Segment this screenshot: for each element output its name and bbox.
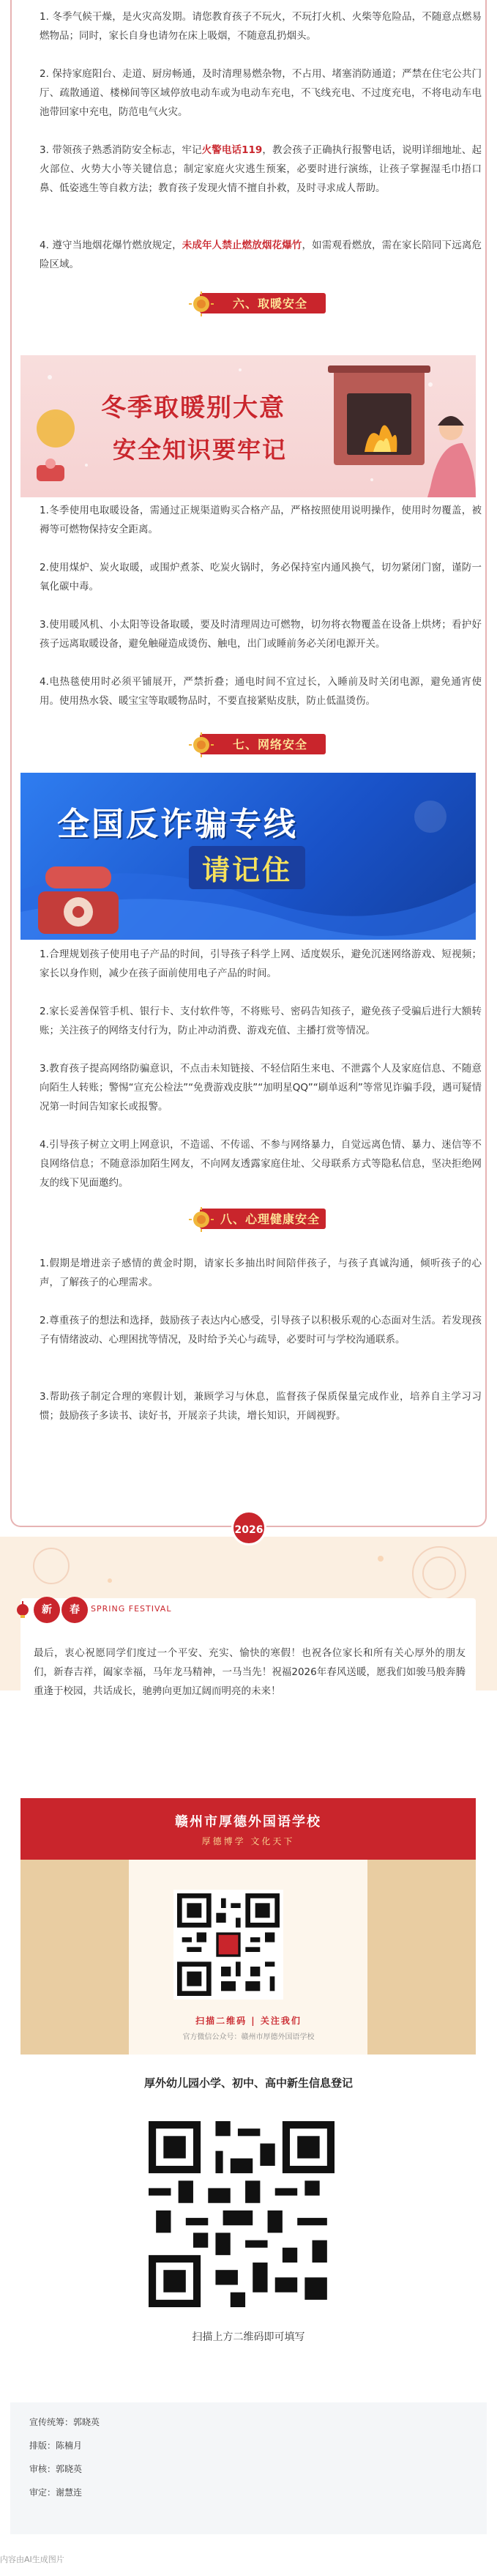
anti-fraud-banner [20,773,476,940]
school-name: 赣州市厚德外国语学校 [175,1814,321,1830]
winter-banner-illustration [20,355,476,497]
scan-follow-label: 扫描二维码 | 关注我们 [195,2016,302,2026]
tag-char-new: 新 [34,1597,60,1623]
registration-title: 厚外幼儿园小学、初中、高中新生信息登记 [143,2076,353,2090]
section-title: 六、取暖安全 [232,297,307,311]
tag-english-label: SPRING FESTIVAL [91,1604,172,1614]
credit-coordinator: 宣传统筹：郭晓英 [29,2417,100,2427]
credit-review: 审核：郭晓英 [29,2464,83,2474]
tag-char-spring: 春 [61,1597,88,1623]
heating-paragraph-1: 1.冬季使用电取暖设备，需通过正规渠道购买合格产品，严格按照使用说明操作，使用时勿覆盖，被褥等可燃物保持安全距离。 [40,505,482,535]
mental-paragraph-1: 1.假期是增进亲子感情的黄金时期，请家长多抽出时间陪伴孩子，与孩子真诚沟通，倾听孩子的心声，了解孩子的心理需求。 [40,1258,482,1288]
section-heading-heating [187,290,333,318]
network-paragraph-4: 4.引导孩子树立文明上网意识，不造谣、不传谣、不参与网络暴力，自觉远离色情、暴力、迷信等不良网络信息；不随意添加陌生网友，不向网友透露家庭住址、父母联系方式等隐私信息，坚决拒绝网友的线下见面邀约。 [40,1139,482,1189]
section-heading-mental-health [187,1206,333,1233]
registration-scan-label: 扫描上方二维码即可填写 [192,2331,305,2343]
qr-code-icon [149,2121,335,2307]
fire-safety-paragraph-3: 3. 带领孩子熟悉消防安全标志，牢记火警电话119，教会孩子正确执行报警电话，说明详细地址、起火部位、火势大小等关键信息；制定家庭火灾逃生预案，必要时进行演练，让孩子掌握湿毛巾捂口鼻、低姿逃生等自救方法；教育孩子发现火情不擅自扑救，及时寻求成人帮助。 [40,144,482,194]
credit-approval: 审定：谢慧连 [29,2487,83,2498]
heating-paragraph-2: 2.使用煤炉、炭火取暖，或围炉煮茶、吃炭火锅时，务必保持室内通风换气，切勿紧闭门窗，谨防一氧化碳中毒。 [40,562,482,593]
section-heading-network [187,731,333,759]
scan-follow-sublabel: 官方微信公众号：赣州市厚德外国语学校 [182,2033,315,2041]
qr-code-icon [177,1893,280,1996]
fraud-banner-subtitle: 请记住 [189,846,305,889]
network-paragraph-2: 2.家长妥善保管手机、银行卡、支付软件等，不将账号、密码告知孩子，避免孩子受骗后进行大额转账；关注孩子的网络支付行为，防止冲动消费、游戏充值、主播打赏等情况。 [40,1006,482,1036]
heating-paragraph-3: 3.使用暖风机、小太阳等设备取暖，要及时清理周边可燃物，切勿将衣物覆盖在设备上烘烤；看护好孩子远离取暖设备，避免触碰造成烫伤、触电，出门或睡前务必关闭电源开关。 [40,619,482,650]
registration-qr-code[interactable] [144,2117,339,2312]
year-badge: 2026 [231,1510,266,1545]
winter-banner-title: 冬季取暖别大意 [101,393,285,423]
school-header [20,1798,476,1860]
ai-generated-note: 内容由AI生成图片 [0,2555,64,2564]
article-card [10,0,487,1527]
lantern-icon [16,1601,29,1619]
mental-paragraph-2: 2.尊重孩子的想法和选择，鼓励孩子表达内心感受，引导孩子以积极乐观的心态面对生活。若发现孩子有情绪波动、心理困扰等情况，及时给予关心与疏导，必要时可与学校沟通联系。 [40,1315,482,1345]
credits-box [10,2402,487,2534]
section-title: 七、网络安全 [232,738,307,751]
credit-layout: 排版：陈楠月 [29,2440,83,2451]
winter-banner-subtitle: 安全知识要牢记 [113,436,288,464]
fire-safety-paragraph-1: 1. 冬季气候干燥，是火灾高发期。请您教育孩子不玩火，不玩打火机、火柴等危险品，不随意点燃易燃物品；同时，家长自身也请勿在床上吸烟，不随意乱扔烟头。 [40,11,482,42]
school-motto: 厚德博学 文化天下 [201,1836,295,1846]
fraud-banner-title: 全国反诈骗专线 [57,806,298,843]
wechat-qr-code[interactable] [173,1890,283,2000]
firework-ban-highlight: 未成年人禁止燃放烟花爆竹 [182,240,302,251]
fire-safety-paragraph-4: 4. 遵守当地烟花爆竹燃放规定，未成年人禁止燃放烟花爆竹，如需观看燃放，需在家长陪同下远离危险区域。 [40,240,482,270]
fire-hotline-highlight: 火警电话119 [201,144,263,156]
heating-paragraph-4: 4.电热毯使用时必须平铺展开，严禁折叠；通电时间不宜过长，入睡前及时关闭电源，避免通宵使用。使用热水袋、暖宝宝等取暖物品时，不要直接紧贴皮肤，防止低温烫伤。 [40,676,482,707]
fire-safety-paragraph-2: 2. 保持家庭阳台、走道、厨房畅通，及时清理易燃杂物，不占用、堵塞消防通道；严禁在住宅公共门厅、疏散通道、楼梯间等区域停放电动车或为电动车充电，不飞线充电、不过度充电，不将电动车电池带回家中充电，防范电气火灾。 [40,68,482,118]
mental-paragraph-3: 3.帮助孩子制定合理的寒假计划，兼顾学习与休息，监督孩子保质保量完成作业，培养自主学习习惯；鼓励孩子多读书、读好书，开展亲子共读，增长知识，开阔视野。 [40,1391,482,1422]
network-paragraph-1: 1.合理规划孩子使用电子产品的时间，引导孩子科学上网、适度娱乐，避免沉迷网络游戏、短视频；家长以身作则，减少在孩子面前使用电子产品的时间。 [40,949,482,979]
section-title: 八、心理健康安全 [220,1212,320,1226]
network-paragraph-3: 3.教育孩子提高网络防骗意识，不点击未知链接、不轻信陌生来电、不泄露个人及家庭信息、不随意向陌生人转账；警惕“宣充公检法”“免费游戏皮肤”“加明星QQ”“刷单返利”等常见诈骗手段，遇可疑情况第一时间告知家长或报警。 [40,1063,482,1113]
festival-greeting-text: 最后，衷心祝愿同学们度过一个平安、充实、愉快的寒假！也祝各位家长和所有关心厚外的朋友们，新春吉祥，阖家幸福，马年龙马精神，一马当先！祝福2026年春风送暖，愿我们如骏马般奔腾重逢于校园，共话成长，驰骋向更加辽阔而明亮的未来！ [34,1647,466,1697]
winter-heating-banner [20,355,476,497]
